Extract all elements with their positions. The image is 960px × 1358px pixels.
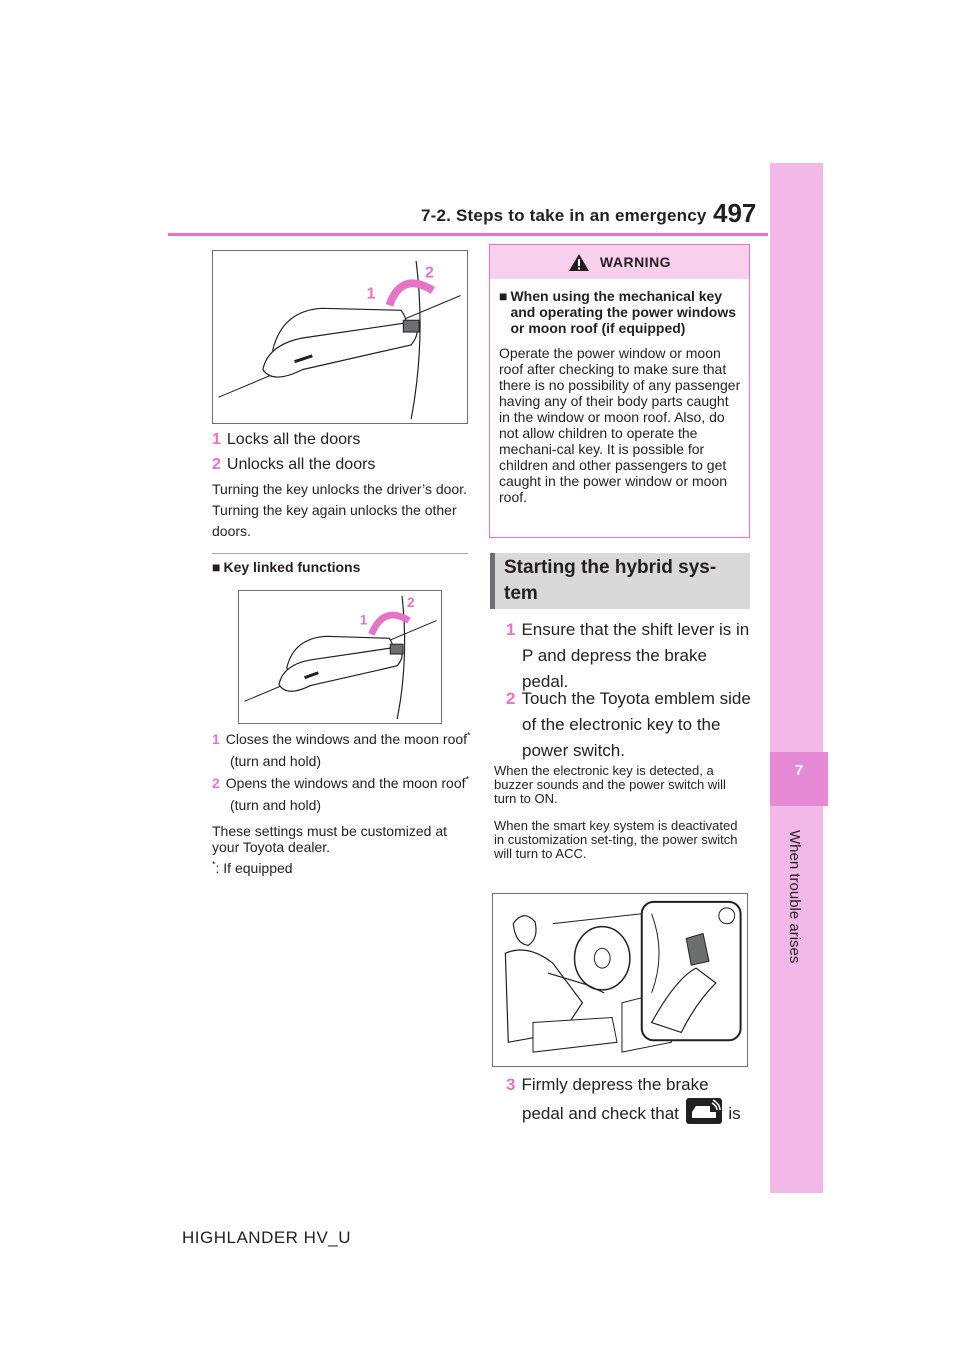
driver-touching-key-to-switch-image — [493, 894, 747, 1066]
step-close-windows: 1 Closes the windows and the moon roof* (turn and hold) — [212, 730, 471, 769]
warning-text: Operate the power window or moon roof after checking to make sure that there is no possibility of any passenger having any of their body parts caught in the window or moon roof. Also, do not allow children to operate the mechani-cal key. It is possible for children and other passengers to get caught in the power window or moon roof. — [499, 345, 741, 505]
step-shift-lever: 1 Ensure that the shift lever is in P and depress the brake pedal. — [506, 620, 750, 691]
step-touch-emblem: 2 Touch the Toyota emblem side of the electronic key to the power switch. — [506, 689, 751, 760]
fig1-label-2: 2 — [425, 264, 434, 282]
step-text: Unlocks all the doors — [226, 456, 376, 473]
fig2-label-2: 2 — [406, 594, 415, 610]
header-rule — [168, 233, 768, 236]
section-header: 7-2. Steps to take in an emergency — [421, 206, 707, 225]
note-smart-key-deactivated: When the smart key system is deactivated in customization set-ting, the power switch will turn to ACC. — [494, 818, 738, 861]
warning-label: WARNING — [599, 254, 672, 270]
model-footer: HIGHLANDER HV_U — [182, 1228, 352, 1247]
warning-triangle-icon — [568, 253, 590, 272]
key-turn-paragraph: Turning the key unlocks the driver’s door. Turning the key again unlocks the other doors. — [212, 481, 467, 539]
chapter-title: When trouble arises — [786, 830, 803, 964]
step-depress-brake: 3 Firmly depress the brake pedal and check that is — [506, 1075, 741, 1123]
divider — [212, 553, 468, 554]
power-switch-illustration — [492, 893, 748, 1067]
step-unlock — [212, 452, 375, 478]
chapter-number-tab — [770, 752, 828, 806]
warning-box — [489, 244, 750, 538]
square-bullet-icon: ■ — [212, 559, 221, 575]
chapter-number: 7 — [794, 762, 804, 779]
door-lock-key-illustration — [212, 250, 468, 424]
fig1-label-1: 1 — [366, 285, 376, 303]
fig2-label-1: 1 — [359, 612, 368, 628]
step-open-windows: 2 Opens the windows and the moon roof* (turn and hold) — [212, 774, 470, 813]
key-linked-functions-illustration — [238, 590, 442, 724]
chapter-side-tab — [770, 163, 823, 1193]
door-handle-key-turn-image — [213, 251, 467, 423]
settings-note: These settings must be customized at your Toyota dealer. — [212, 823, 447, 855]
hybrid-ready-indicator-icon — [686, 1098, 722, 1124]
section-heading: Starting the hybrid sys-tem — [504, 557, 717, 604]
key-linked-functions-heading: ■ Key linked functions — [212, 559, 361, 575]
step-text: Locks all the doors — [226, 431, 361, 448]
step-lock — [212, 427, 360, 453]
door-handle-key-turn-image — [239, 591, 441, 723]
note-key-detected: When the electronic key is detected, a buzzer sounds and the power switch will turn to ON. — [494, 763, 726, 806]
page-number: 497 — [713, 198, 757, 228]
warning-title: ■ When using the mechanical key and operating the power windows or moon roof (if equipped) — [499, 288, 737, 336]
step-number: 2 — [212, 456, 221, 473]
footnote: *: If equipped — [212, 859, 293, 876]
square-bullet-icon: ■ — [499, 288, 508, 304]
warning-header — [490, 245, 749, 279]
step-number: 1 — [212, 431, 221, 448]
